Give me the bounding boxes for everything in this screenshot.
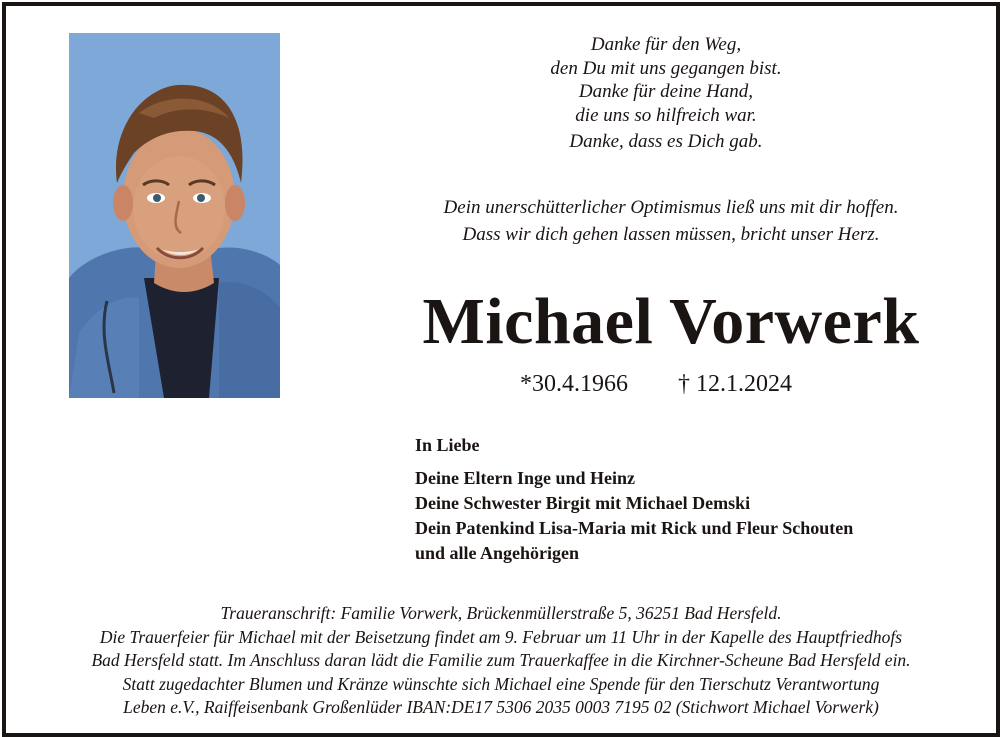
funeral-details [6,602,996,720]
obituary-frame [2,2,1000,737]
portrait-illustration [69,33,280,398]
footer-line: Traueranschrift: Familie Vorwerk, Brückenmüllerstraße 5, 36251 Bad Hersfeld. [220,603,782,623]
portrait-photo [69,33,280,398]
deceased-name: Michael Vorwerk [422,285,920,358]
mourners-list [415,466,853,566]
poem [436,33,896,154]
mourners-heading: In Liebe [415,435,480,455]
death-date: † 12.1.2024 [678,371,792,397]
tribute-line: Dein unerschütterlicher Optimismus ließ uns mit dir hoffen. [443,197,899,218]
footer-line: Bad Hersfeld statt. Im Anschluss daran lädt die Familie zum Trauerkaffee in die Kirchner-Scheune Bad Hersfeld ein. [91,650,911,670]
tribute-text [386,194,956,248]
tribute-line: Dass wir dich gehen lassen müssen, bricht unser Herz. [462,224,880,245]
poem-line: Danke, dass es Dich gab. [569,131,763,152]
mourner-line: und alle Angehörigen [415,543,580,563]
mourner-line: Deine Schwester Birgit mit Michael Demski [415,493,751,513]
poem-line: die uns so hilfreich war. [575,104,757,126]
mourner-line: Dein Patenkind Lisa-Maria mit Rick und Fleur Schouten [415,518,854,538]
poem-line: Danke für den Weg, [590,34,742,55]
footer-line: Leben e.V., Raiffeisenbank Großenlüder IBAN:DE17 5306 2035 0003 7195 02 (Stichwort Michael Vorwerk) [123,697,879,717]
poem-line: den Du mit uns gegangen bist. [550,57,782,79]
birth-date: *30.4.1966 [520,371,628,397]
poem-line: Danke für deine Hand, [578,81,754,102]
mourner-line: Deine Eltern Inge und Heinz [415,468,636,488]
footer-line: Statt zugedachter Blumen und Kränze wünschte sich Michael eine Spende für den Tierschutz Verantwortung [122,673,880,694]
footer-line: Die Trauerfeier für Michael mit der Beisetzung findet am 9. Februar um 11 Uhr in der Kapelle des Hauptfriedhofs [99,626,903,647]
